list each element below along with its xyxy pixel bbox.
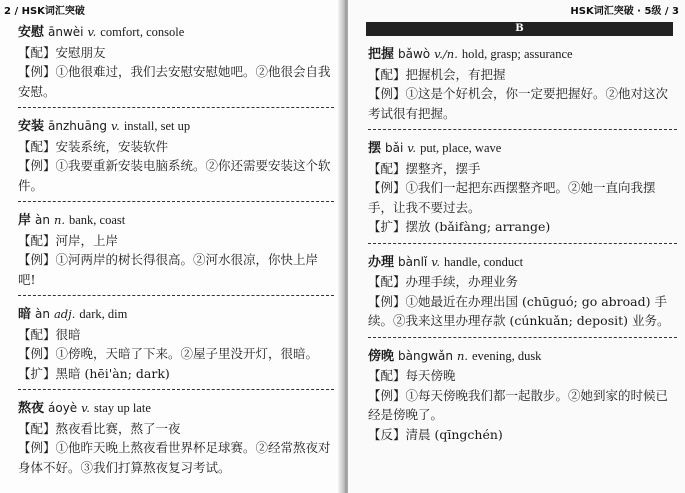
definition: stay up late (93, 401, 151, 415)
collocation: 【配】安慰朋友 (18, 44, 106, 60)
part-of-speech: v. (407, 141, 417, 155)
collocation: 【配】把握机会，有把握 (368, 66, 506, 82)
pinyin: àn (35, 213, 50, 227)
extension: 【扩】摆放 (bǎifàng; arrange) (368, 219, 551, 234)
entry-bangwan (368, 346, 677, 451)
example: 【例】①她最近在办理出国 (chūguó; go abroad) 手续。②我来这里办理存款 (cúnkuǎn; deposit) 业务。 (368, 293, 670, 328)
entry-banli (368, 252, 677, 338)
example: 【例】①他昨天晚上熬夜看世界杯足球赛。②经常熬夜对身体不好。③我们打算熬夜复习考试。 (18, 440, 331, 475)
definition: handle, conduct (444, 254, 524, 269)
left-page-header: 2 / HSK词汇突破 (4, 6, 85, 17)
example: 【例】①河两岸的树长得很高。②河水很凉，你快上岸吧! (18, 252, 319, 287)
collocation: 【配】摆整齐，摆手 (368, 160, 481, 176)
entry-bawo (368, 44, 677, 130)
example: 【例】①我们一起把东西摆整齐吧。②她一直向我摆手，让我不要过去。 (368, 180, 656, 215)
pinyin: bànlǐ (398, 254, 428, 269)
example: 【例】①他很难过，我们去安慰安慰她吧。②他很会自我安慰。 (18, 64, 331, 99)
pinyin: bǎwò (398, 47, 431, 61)
right-page (348, 0, 685, 493)
entry-anwei (18, 22, 334, 108)
headword: 岸 (18, 213, 32, 228)
example: 【例】①傍晚，天暗了下来。②屋子里没开灯，很暗。 (18, 346, 319, 361)
headword: 熬夜 (18, 401, 45, 416)
definition: bank, coast (69, 213, 126, 227)
antonym: 【反】清晨 (qīngchén) (368, 426, 503, 442)
headword: 把握 (368, 47, 395, 62)
part-of-speech: n. (53, 213, 66, 227)
part-of-speech: v. (81, 401, 90, 415)
entry-an-dark (18, 304, 334, 390)
definition: evening, dusk (472, 348, 542, 363)
entry-bai (368, 138, 677, 244)
pinyin: bàngwǎn (398, 348, 453, 363)
section-letter-bar: B (366, 22, 673, 36)
definition: install, set up (123, 119, 191, 133)
left-page (0, 0, 342, 493)
definition: comfort, console (100, 25, 185, 39)
extension: 【扩】黑暗 (hēi'àn; dark) (18, 365, 170, 381)
example: 【例】①我要重新安装电脑系统。②你还需要安装这个软件。 (18, 158, 331, 193)
part-of-speech: n. (456, 348, 469, 363)
collocation: 【配】熬夜看比赛，熬了一夜 (18, 420, 181, 436)
example: 【例】①每天傍晚我们都一起散步。②她到家的时候已经是傍晚了。 (368, 387, 669, 422)
headword: 傍晚 (368, 348, 395, 364)
collocation: 【配】安装系统，安装软件 (18, 138, 169, 154)
entry-aoye (18, 398, 334, 483)
part-of-speech: adj. (53, 307, 76, 321)
pinyin: áoyè (48, 401, 78, 415)
right-entries (368, 44, 677, 458)
pinyin: ānwèi (48, 25, 84, 39)
headword: 安装 (18, 119, 45, 134)
entry-an-bank (18, 210, 334, 296)
definition: hold, grasp; assurance (461, 47, 573, 61)
headword: 摆 (368, 141, 382, 156)
collocation: 【配】河岸，上岸 (18, 232, 119, 248)
pinyin: àn (35, 307, 50, 321)
collocation: 【配】每天傍晚 (368, 368, 456, 383)
part-of-speech: v./n. (434, 47, 458, 61)
part-of-speech: v. (111, 119, 120, 133)
collocation: 【配】很暗 (18, 326, 81, 342)
definition: dark, dim (79, 307, 128, 321)
part-of-speech: v. (431, 254, 441, 269)
pinyin: ānzhuāng (48, 119, 108, 133)
example: 【例】①这是个好机会，你一定要把握好。②他对这次考试很有把握。 (368, 86, 669, 121)
part-of-speech: v. (87, 25, 97, 39)
pinyin: bǎi (385, 141, 404, 155)
entry-anzhuang (18, 116, 334, 202)
right-page-header: HSK词汇突破 · 5级 / 3 (570, 6, 679, 17)
headword: 办理 (368, 254, 395, 270)
headword: 暗 (18, 307, 32, 322)
left-entries (18, 22, 334, 491)
collocation: 【配】办理手续，办理业务 (368, 274, 519, 289)
headword: 安慰 (18, 25, 45, 40)
definition: put, place, wave (420, 141, 502, 155)
